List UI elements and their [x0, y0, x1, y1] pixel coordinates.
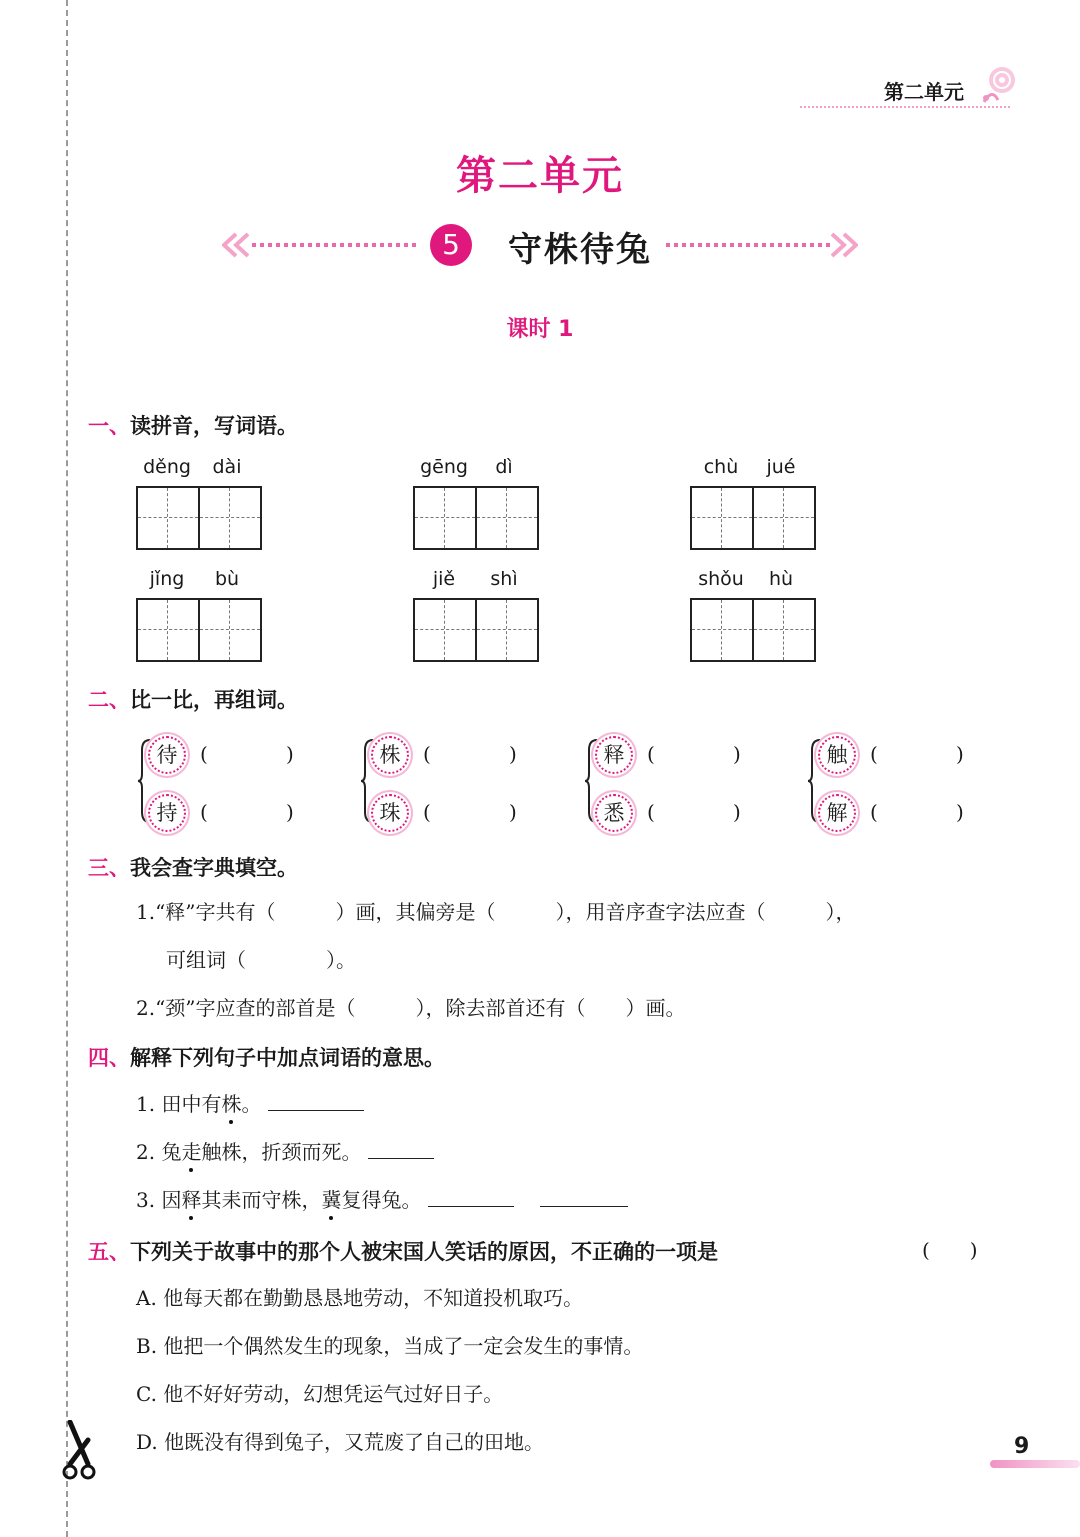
sentence-text: 触株，折颈而死。: [201, 1140, 362, 1164]
sentence-text: 3. 因: [136, 1188, 182, 1212]
option-b[interactable]: B. 他把一个偶然发生的现象，当成了一定会发生的事情。: [136, 1334, 644, 1358]
option-c[interactable]: C. 他不好好劳动，幻想凭运气过好日子。: [136, 1382, 504, 1406]
answer-line[interactable]: [368, 1138, 434, 1159]
answer-paren-open[interactable]: (: [870, 742, 878, 766]
character-b: 解: [818, 794, 856, 832]
section-4-title: [88, 1042, 445, 1072]
pinyin-2: shì: [490, 568, 518, 590]
section-2-number: 二、: [88, 688, 130, 712]
section-2-title: [88, 684, 298, 714]
flower-decoration-icon: [978, 64, 1020, 108]
question-3-1-line-2: 可组词（ ）。: [166, 948, 356, 972]
answer-paren-close: ): [733, 800, 741, 824]
writing-grid[interactable]: [136, 486, 262, 550]
pinyin-1: děng: [143, 456, 191, 478]
question-4-2: [136, 1138, 434, 1166]
section-1-text: 读拼音，写词语。: [130, 414, 298, 438]
section-2-text: 比一比，再组词。: [130, 688, 298, 712]
character-b: 持: [148, 794, 186, 832]
question-4-1: [136, 1090, 364, 1118]
sentence-text: 复得兔。: [341, 1188, 422, 1212]
dotted-word: 走: [181, 1140, 202, 1164]
pinyin-1: jǐng: [149, 568, 185, 590]
section-1-title: [88, 410, 298, 440]
answer-paren-open[interactable]: (: [423, 742, 431, 766]
writing-grid[interactable]: [413, 486, 539, 550]
character-b: 珠: [371, 794, 409, 832]
sentence-text: 。: [241, 1092, 262, 1116]
character-a: 株: [371, 736, 409, 774]
section-4-text: 解释下列句子中加点词语的意思。: [130, 1046, 445, 1070]
answer-line[interactable]: [540, 1186, 628, 1207]
answer-paren-open[interactable]: (: [647, 800, 655, 824]
lesson-title-row: [0, 222, 1080, 268]
section-4-number: 四、: [88, 1046, 130, 1070]
character-a: 待: [148, 736, 186, 774]
compare-group: [808, 736, 1008, 836]
answer-paren-close: ): [509, 800, 517, 824]
sentence-text: 1. 田中有: [136, 1092, 222, 1116]
writing-grid[interactable]: [690, 486, 816, 550]
section-5-text: 下列关于故事中的那个人被宋国人笑话的原因，不正确的一项是: [130, 1240, 718, 1264]
answer-paren-close: ): [509, 742, 517, 766]
header-unit-label: 第二单元: [884, 80, 964, 104]
pinyin-2: dì: [495, 456, 513, 478]
answer-paren-open[interactable]: (: [647, 742, 655, 766]
answer-paren-close: ): [956, 800, 964, 824]
question-4-3: [136, 1186, 628, 1214]
writing-grid[interactable]: [690, 598, 816, 662]
pinyin-1: gēng: [420, 456, 468, 478]
compare-group: [361, 736, 561, 836]
page-number-bar: [990, 1460, 1080, 1468]
answer-line[interactable]: [428, 1186, 514, 1207]
character-a: 释: [595, 736, 633, 774]
answer-paren-open[interactable]: (: [423, 800, 431, 824]
left-arrow-decoration-icon: [222, 232, 422, 258]
answer-paren-open[interactable]: (: [200, 742, 208, 766]
lesson-title: 守株待兔: [508, 230, 652, 270]
section-3-text: 我会查字典填空。: [130, 856, 298, 880]
section-5-title: [88, 1236, 718, 1266]
lesson-number-badge: 5: [430, 224, 472, 266]
dotted-word: 株: [221, 1092, 242, 1116]
answer-paren-close: ): [733, 742, 741, 766]
compare-group: [585, 736, 785, 836]
sentence-text: 2. 兔: [136, 1140, 182, 1164]
pinyin-1: jiě: [432, 568, 456, 590]
answer-line[interactable]: [268, 1090, 364, 1111]
answer-paren-open[interactable]: (: [200, 800, 208, 824]
dotted-word: 释: [181, 1188, 202, 1212]
section-3-title: [88, 852, 298, 882]
compare-group: [138, 736, 338, 836]
pinyin-1: shǒu: [698, 568, 744, 590]
answer-paren-close: ): [956, 742, 964, 766]
dotted-word: 冀: [321, 1188, 342, 1212]
answer-paren-close: ): [286, 800, 294, 824]
answer-paren-open[interactable]: (: [870, 800, 878, 824]
question-3-2: 2.“颈”字应查的部首是（ ），除去部首还有（ ）画。: [136, 996, 686, 1020]
lesson-session-label: 课时 1: [506, 317, 574, 342]
right-arrow-decoration-icon: [664, 232, 858, 258]
character-b: 悉: [595, 794, 633, 832]
writing-grid[interactable]: [136, 598, 262, 662]
section-3-number: 三、: [88, 856, 130, 880]
pinyin-2: bù: [214, 568, 240, 590]
pinyin-2: dài: [212, 456, 242, 478]
character-a: 触: [818, 736, 856, 774]
pinyin-1: chù: [703, 456, 739, 478]
section-1-number: 一、: [88, 414, 130, 438]
section-5-number: 五、: [88, 1240, 130, 1264]
page-number: 9: [1014, 1434, 1030, 1459]
answer-paren[interactable]: ( ): [922, 1238, 978, 1262]
writing-grid[interactable]: [413, 598, 539, 662]
option-d[interactable]: D. 他既没有得到兔子，又荒废了自己的田地。: [136, 1430, 545, 1454]
pinyin-2: jué: [766, 456, 796, 478]
sentence-text: 其耒而守株，: [201, 1188, 322, 1212]
answer-paren-close: ): [286, 742, 294, 766]
option-a[interactable]: A. 他每天都在勤勤恳恳地劳动，不知道投机取巧。: [136, 1286, 584, 1310]
pinyin-2: hù: [768, 568, 794, 590]
unit-title: 第二单元: [456, 153, 624, 199]
scissors-icon: [58, 1420, 102, 1484]
question-3-1-line-1: 1.“释”字共有（ ）画，其偏旁是（ ），用音序查字法应查（ ），: [136, 900, 856, 924]
